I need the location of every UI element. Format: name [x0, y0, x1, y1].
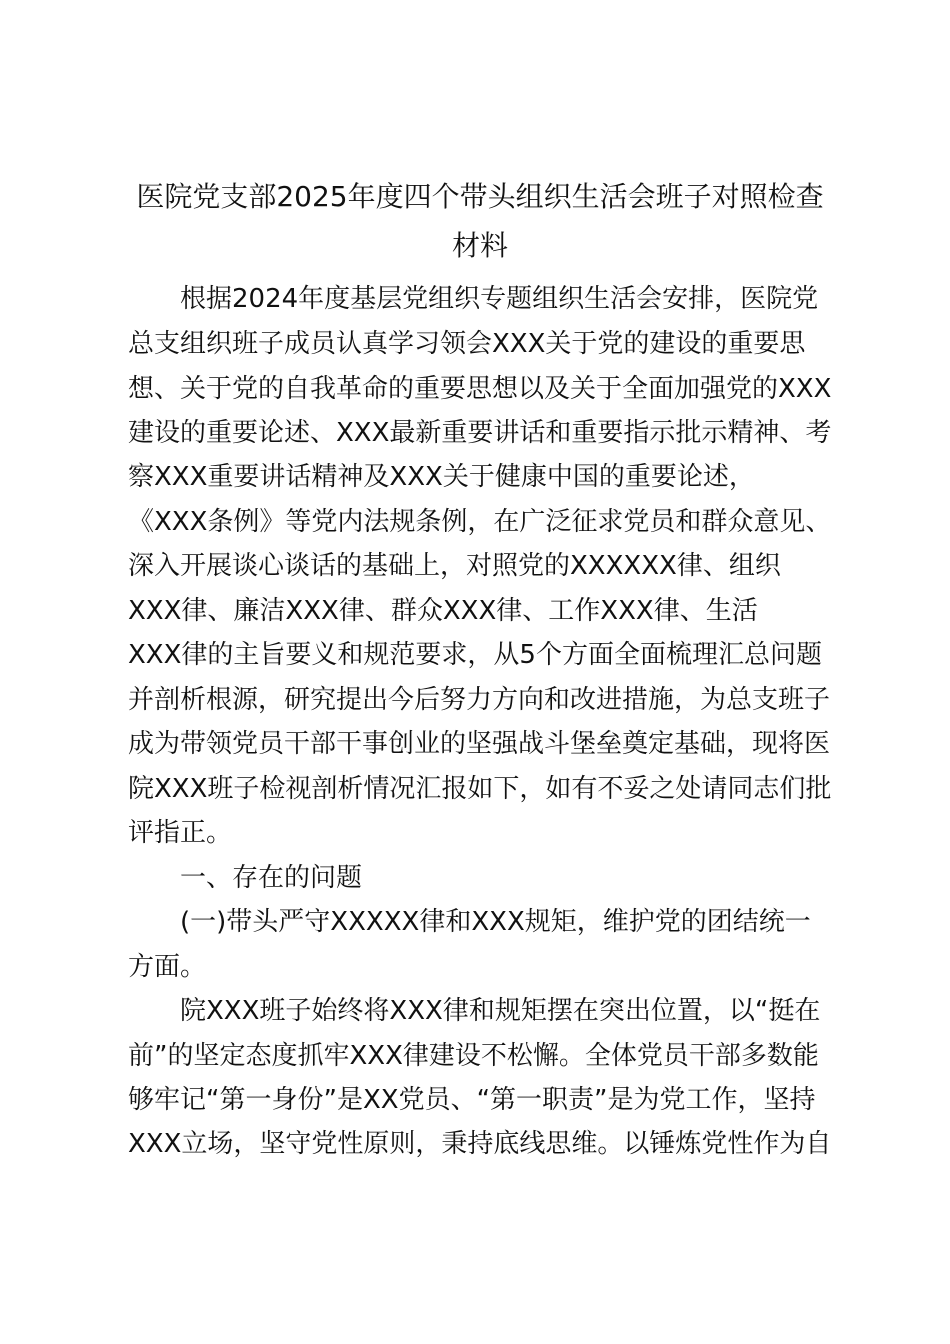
- body-line-6: 《XXX条例》等党内法规条例，在广泛征求党员和群众意见、: [128, 507, 832, 537]
- body-line-5: 察XXX重要讲话精神及XXX关于健康中国的重要论述，: [128, 462, 755, 492]
- body-line-2: 总支组织班子成员认真学习领会XXX关于党的建设的重要思: [128, 329, 806, 359]
- subsection-heading-1: (一)带头严守XXXXX律和XXX规矩，维护党的团结统一: [180, 907, 811, 937]
- body-line-16: 够牢记“第一身份”是XX党员、“第一职责”是为党工作，坚持: [128, 1085, 816, 1115]
- body-line-11: 成为带领党员干部干事创业的坚强战斗堡垒奠定基础，现将医: [128, 729, 831, 759]
- body-line-14: 院XXX班子始终将XXX律和规矩摆在突出位置，以“挺在: [180, 996, 821, 1026]
- body-line-1: 根据2024年度基层党组织专题组织生活会安排，医院党: [180, 284, 819, 314]
- body-line-12: 院XXX班子检视剖析情况汇报如下，如有不妥之处请同志们批: [128, 774, 832, 804]
- body-line-17: XXX立场，坚守党性原则，秉持底线思维。以锤炼党性作为自: [128, 1129, 832, 1159]
- body-line-3: 想、关于党的自我革命的重要思想以及关于全面加强党的XXX: [128, 374, 832, 404]
- body-line-13: 评指正。: [128, 818, 233, 848]
- body-line-15: 前”的坚定态度抓牢XXX律建设不松懈。全体党员干部多数能: [128, 1041, 819, 1071]
- body-line-10: 并剖析根源，研究提出今后努力方向和改进措施，为总支班子: [128, 685, 831, 715]
- body-line-8: XXX律、廉洁XXX律、群众XXX律、工作XXX律、生活: [128, 596, 758, 626]
- document-title-line-2: 材料: [451, 229, 508, 262]
- section-heading-problems: 一、存在的问题: [180, 863, 363, 893]
- body-line-9: XXX律的主旨要义和规范要求，从5个方面全面梳理汇总问题: [128, 640, 822, 670]
- body-line-7: 深入开展谈心谈话的基础上，对照党的XXXXXX律、组织: [128, 551, 781, 581]
- subsection-heading-1-cont: 方面。: [128, 952, 207, 982]
- document-title-line-1: 医院党支部2025年度四个带头组织生活会班子对照检查: [136, 180, 824, 213]
- body-line-4: 建设的重要论述、XXX最新重要讲话和重要指示批示精神、考: [128, 418, 832, 448]
